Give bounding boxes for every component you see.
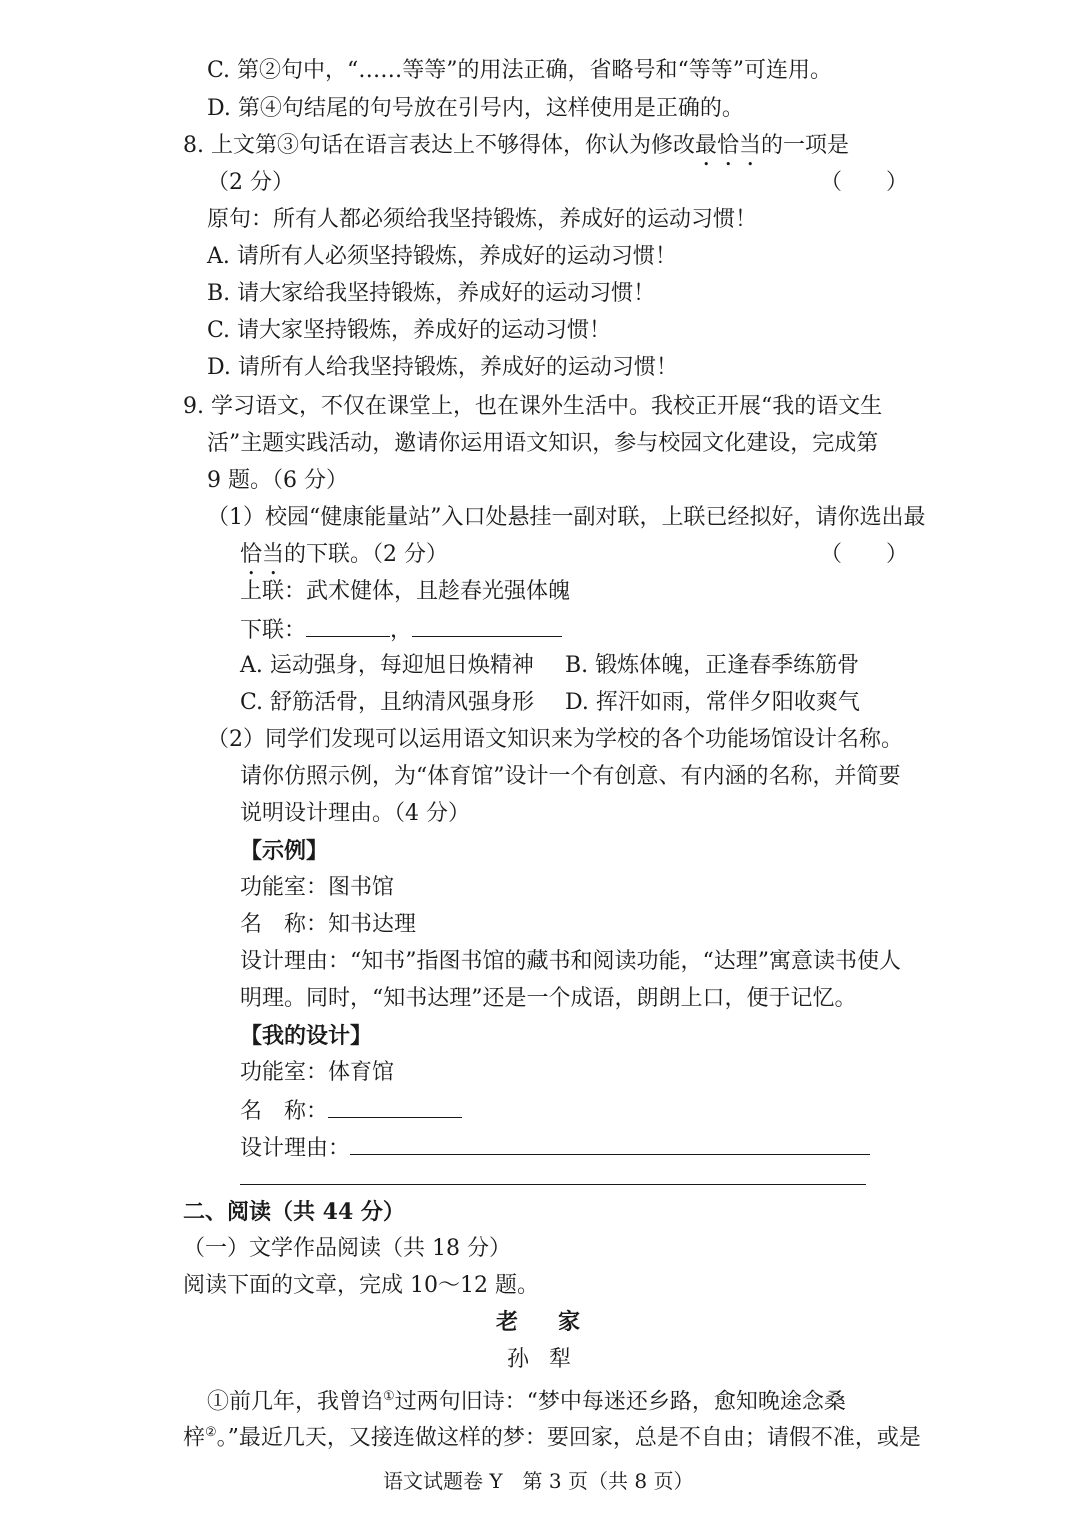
q7-option-c: C. 第②句中，“……等等”的用法正确，省略号和“等等”可连用。 (207, 58, 833, 83)
q8-original: 原句：所有人都必须给我坚持锻炼，养成好的运动习惯！ (207, 207, 758, 232)
q8-answer-paren[interactable]: （ ） (820, 170, 909, 195)
q9-part2-line3: 说明设计理由。（4 分） (240, 801, 470, 826)
my-design-name-label: 名 称： (240, 1099, 329, 1124)
my-design-reason-label: 设计理由： (240, 1136, 351, 1161)
q9-option-a: A. 运动强身，每迎旭日焕精神 (240, 653, 534, 678)
q9-stem-2: 活”主题实践活动，邀请你运用语文知识，参与校园文化建设，完成第 (207, 431, 879, 456)
para1-b: 过两句旧诗：“梦中每迷还乡路，愈知晚途念桑 (394, 1389, 846, 1415)
my-design-name-blank[interactable] (328, 1095, 462, 1118)
para2-a: 梓 (183, 1425, 206, 1451)
my-design-reason (240, 1132, 870, 1164)
q9-option-d: D. 挥汗如雨，常伴夕阳收爽气 (565, 690, 860, 715)
q8-option-a: A. 请所有人必须坚持锻炼，养成好的运动习惯！ (207, 244, 677, 269)
section-2-heading: 二、阅读（共 44 分） (183, 1199, 405, 1225)
my-design-reason-blank[interactable] (350, 1132, 870, 1155)
example-name: 名 称：知书达理 (240, 912, 417, 937)
q8-stem-a: 8. 上文第③句话在语言表达上不够得体，你认为修改 (183, 133, 695, 158)
para1-a: ①前几年，我曾诌 (207, 1389, 384, 1415)
q9-part1-line2-rest: 的下联。（2 分） (284, 542, 449, 567)
example-reason-1: 设计理由：“知书”指图书馆的藏书和阅读功能，“达理”寓意读书使人 (240, 949, 901, 974)
q9-stem-1: 9. 学习语文，不仅在课堂上，也在课外生活中。我校正开展“我的语文生 (183, 394, 883, 419)
q8-option-c: C. 请大家坚持锻炼，养成好的运动习惯！ (207, 318, 612, 343)
example-room: 功能室：图书馆 (240, 875, 395, 900)
my-design-name (240, 1095, 462, 1127)
q9-option-c: C. 舒筋活骨，且纳清风强身形 (240, 690, 535, 715)
couplet-lower-label: 下联： (240, 618, 307, 643)
example-heading: 【示例】 (240, 838, 329, 864)
couplet-lower-comma: ， (390, 618, 413, 643)
my-design-heading: 【我的设计】 (240, 1023, 373, 1049)
couplet-lower-blank-2[interactable] (412, 614, 562, 637)
q8-option-d: D. 请所有人给我坚持锻炼，养成好的运动习惯！ (207, 355, 678, 380)
my-design-reason-blank-line-2[interactable] (240, 1184, 866, 1185)
q9-stem-3: 9 题。（6 分） (207, 468, 348, 493)
q8-score: （2 分） (207, 170, 294, 195)
q9-part1-line1: （1）校园“健康能量站”入口处悬挂一副对联，上联已经拟好，请你选出最 (207, 505, 926, 530)
q8-stem (183, 131, 849, 171)
article-author: 孙犁 (507, 1347, 592, 1372)
section-2-instruction: 阅读下面的文章，完成 10～12 题。 (183, 1273, 539, 1298)
page-footer: 语文试题卷 Y 第 3 页（共 8 页） (383, 1469, 694, 1493)
q7-option-d: D. 第④句结尾的句号放在引号内，这样使用是正确的。 (207, 96, 744, 121)
couplet-upper: 上联：武术健体，且趁春光强体魄 (240, 579, 571, 604)
couplet-lower-blank-1[interactable] (306, 614, 390, 637)
q9-part1-line2 (240, 540, 448, 580)
couplet-lower (240, 614, 562, 646)
para2-b: 。”最近几天，又接连做这样的梦：要回家，总是不自由；请假不准，或是 (216, 1425, 921, 1451)
q9-option-b: B. 锻炼体魄，正逢春季练筋骨 (565, 653, 860, 678)
q8-stem-emphasis: 最恰当 (695, 133, 762, 158)
q9-part2-line1: （2）同学们发现可以运用语文知识来为学校的各个功能场馆设计名称。 (207, 727, 903, 752)
article-title: 老家 (496, 1309, 621, 1335)
q8-option-b: B. 请大家给我坚持锻炼，养成好的运动习惯！ (207, 281, 656, 306)
q9-part2-line2: 请你仿照示例，为“体育馆”设计一个有创意、有内涵的名称，并简要 (240, 764, 901, 789)
my-design-room: 功能室：体育馆 (240, 1060, 395, 1085)
q9-part1-emphasis: 恰当 (240, 542, 285, 567)
example-reason-2: 明理。同时，“知书达理”还是一个成语，朗朗上口，便于记忆。 (240, 986, 857, 1011)
section-2-subheading: （一）文学作品阅读（共 18 分） (183, 1236, 511, 1261)
q9-part1-answer-paren[interactable]: （ ） (820, 542, 909, 567)
article-paragraph-line-1 (207, 1382, 846, 1417)
footnote-ref-1: ① (383, 1389, 395, 1404)
q8-stem-b: 的一项是 (761, 133, 850, 158)
article-paragraph-line-2 (183, 1418, 921, 1453)
footnote-ref-2: ② (205, 1425, 217, 1440)
